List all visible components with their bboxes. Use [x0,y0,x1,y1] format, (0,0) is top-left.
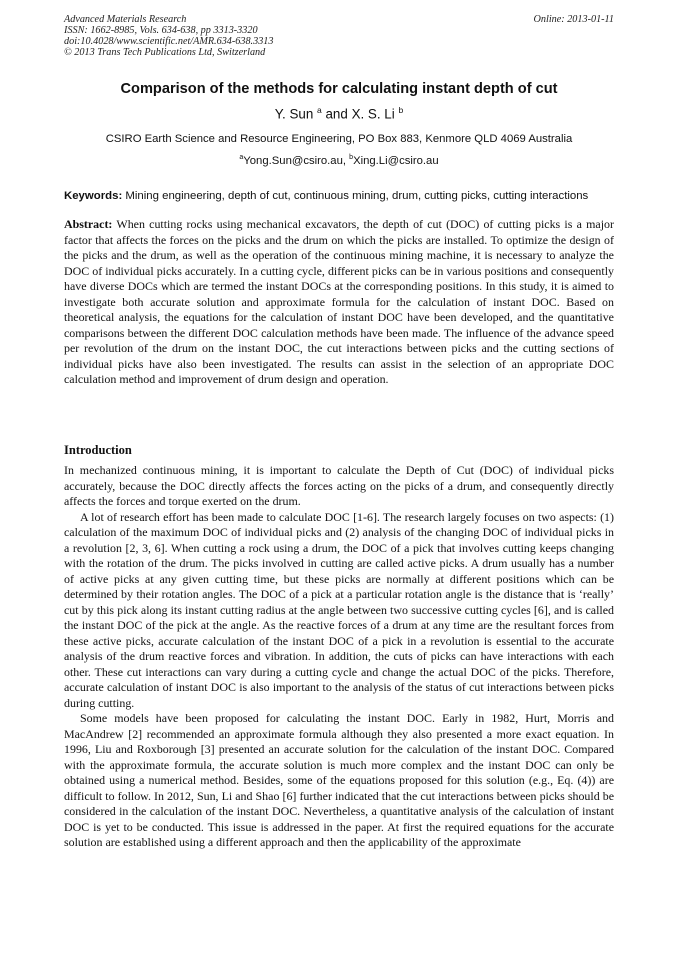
keywords-text: Mining engineering, depth of cut, continuous mining, drum, cutting picks, cutting interactions [125,190,589,202]
email-2-mark: b [349,154,354,161]
intro-paragraph-3: Some models have been proposed for calculating the instant DOC. Early in 1982, Hurt, Morris and MacAndrew [2] recommended an approximate formula although they also presented a more exact equation. In 1996, Liu and Roxborough [3] presented an accurate solution for the calculation of the instant DOC. Compared with the approximate formula, the accurate solution is much more complex and the instant DOC can only be obtained using a numerical method. Besides, some of the equations proposed for this solution (e.g., Eq. (4)) are difficult to follow. In 2012, Sun, Li and Shao [6] further indicated that the cut interactions between picks should be considered in the calculation of the instant DOC. Nevertheless, a quantitative analysis of the calculation of instant DOC is yet to be conducted. This issue is addressed in the paper. At first the required equations for the accurate solution are established using a different approach and then the applicability of the approximate [64,711,614,849]
doi-line: doi:10.4028/www.scientific.net/AMR.634-638.3313 [64,36,274,47]
abstract [64,217,614,388]
email-1-mark: a [239,154,244,161]
author-2-affil-mark: b [398,105,404,115]
paper-title: Comparison of the methods for calculating instant depth of cut [120,81,558,97]
abstract-label: Abstract: [64,217,113,231]
author-1-affil-mark: a [317,105,322,115]
email-2[interactable]: Xing.Li@csiro.au [353,154,439,167]
issn-line: ISSN: 1662-8985, Vols. 634-638, pp 3313-3320 [64,25,258,36]
author-2: X. S. Li [351,106,395,122]
keywords [64,190,614,204]
author-line [0,105,678,121]
online-date: Online: 2013-01-11 [533,14,614,25]
abstract-text: When cutting rocks using mechanical excavators, the depth of cut (DOC) of cutting picks is a major factor that affects the forces on the picks and the drum on which the picks are installed. To optimize the design of the picks and the drum, as well as the operation of the continuous mining machine, it is necessary to analyze the DOC of individual picks accurately. In a cutting cycle, different picks can be in various positions and consequently have diverse DOCs which are termed the instant DOCs at the corresponding positions. In this study, it is aimed to investigate both accurate solution and approximate formula for the calculation of instant DOC. Based on theoretical analysis, the equations for the calculation of instant DOC have been developed, and the quantitative comparisons between the different DOC calculation methods have been made. The influence of the advance speed per revolution of the drum on the instant DOC, the cut interactions between picks and the cutting sections of individual picks have also been investigated. The results can assist in the selection of an appropriate DOC calculation method and improvement of drum design and operation. [64,217,614,386]
email-line [0,154,678,167]
journal-header [64,14,273,58]
email-1[interactable]: Yong.Sun@csiro.au, [243,154,347,167]
author-1: Y. Sun [274,106,314,122]
intro-paragraph-1: In mechanized continuous mining, it is important to calculate the Depth of Cut (DOC) of individual picks accurately, because the DOC directly affects the forces acting on the picks of a drum, and consequently directly affects the forces and torque exerted on the drum. [64,463,614,508]
section-heading-introduction: Introduction [64,443,132,457]
affiliation: CSIRO Earth Science and Resource Engineering, PO Box 883, Kenmore QLD 4069 Australia [105,133,573,145]
keywords-label: Keywords: [64,190,123,202]
introduction-body [64,463,614,851]
author-conjunction: and [325,106,348,122]
intro-paragraph-2: A lot of research effort has been made to calculate DOC [1-6]. The research largely focuses on two aspects: (1) calculation of the maximum DOC of individual picks and (2) analysis of the changing DOC of individual picks in a revolution [2, 3, 6]. When cutting a rock using a drum, the DOC of a pick that involves cutting keeps changing with the rotation of the drum. The picks involved in cutting are called active picks. A drum usually has a number of active picks at any given cutting time, but these picks are normally at different positions which can be determined by their rotation angles. The DOC of a pick at a particular rotation angle is the distance that is ‘really’ cut by this pick along its instant cutting radius at the angle between two successive cutting cycles [6], and is called the instant DOC of the pick at the angle. As the reactive forces of a drum at any time are the resultant forces from these active picks, accurate calculation of the instant DOC of a pick in a revolution is essential to the accurate analysis of the drum reactive forces and vibration. In addition, the cuts of picks can have interactions with each other. These cut interactions can vary during a cutting cycle and change the actual DOC of the picks. Therefore, accurate calculation of instant DOC is also important to the analysis of the status of cut interactions between picks during cutting. [64,509,614,710]
journal-name: Advanced Materials Research [64,14,187,25]
copyright-line: © 2013 Trans Tech Publications Ltd, Switzerland [64,47,266,58]
